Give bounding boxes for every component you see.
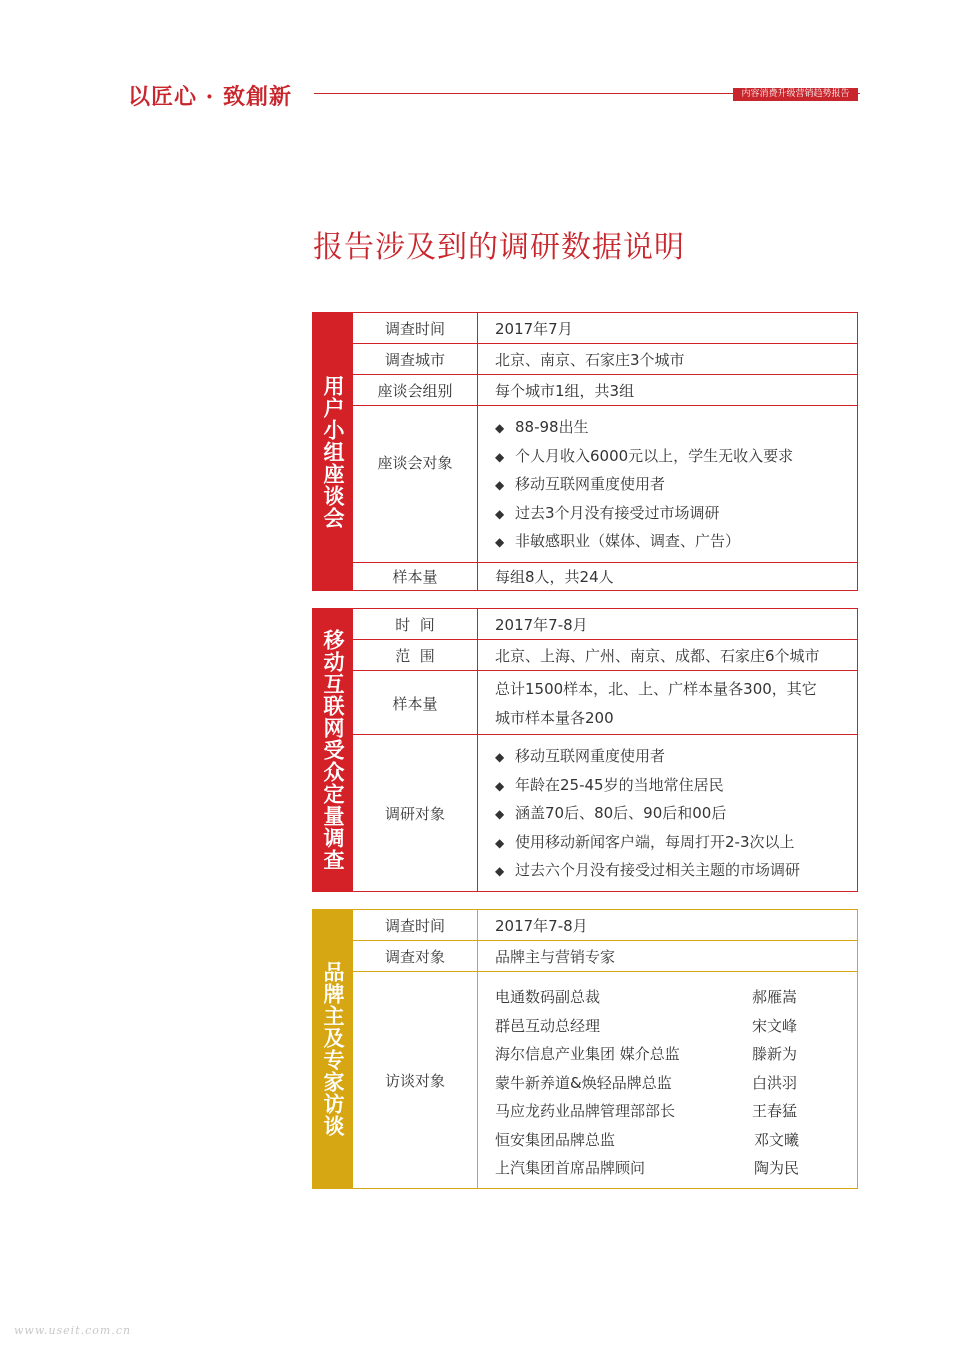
diamond-icon: ◆ xyxy=(495,750,505,764)
row-value: 2017年7-8月 xyxy=(495,917,588,935)
row-value: 2017年7-8月 xyxy=(495,616,588,634)
row-value: 北京、南京、石家庄3个城市 xyxy=(495,351,685,369)
diamond-icon: ◆ xyxy=(495,864,505,878)
diamond-icon: ◆ xyxy=(495,807,505,821)
interviewee-title: 蒙牛新养道&焕轻品牌总监 xyxy=(495,1073,672,1092)
list-item: ◆ 非敏感职业（媒体、调查、广告） xyxy=(495,527,857,556)
interviewee-title: 上汽集团首席品牌顾问 xyxy=(495,1159,646,1177)
section-label: 移动互联网受众定量调查 xyxy=(312,608,353,892)
diamond-icon: ◆ xyxy=(495,535,505,549)
row-value xyxy=(478,406,857,563)
watermark: www.useit.com.cn xyxy=(14,1324,132,1337)
bullet-list xyxy=(495,406,857,556)
interviewee-name: 滕新为 xyxy=(752,1045,798,1063)
interviewee-name: 郝雁嵩 xyxy=(752,988,798,1006)
interviewee-name: 邓文曦 xyxy=(754,1130,800,1149)
list-item: ◆ 移动互联网重度使用者 xyxy=(495,470,857,499)
table-row xyxy=(353,910,857,941)
row-value: 每个城市1组，共3组 xyxy=(495,382,635,400)
list-item xyxy=(495,1069,857,1098)
interviewee-name: 王春猛 xyxy=(752,1102,798,1120)
list-item: ◆ 使用移动新闻客户端，每周打开2-3次以上 xyxy=(495,828,857,857)
diamond-icon: ◆ xyxy=(495,835,505,850)
list-item: ◆ 88-98出生 xyxy=(495,413,857,442)
list-item xyxy=(495,1012,857,1041)
row-label: 调查城市 xyxy=(353,344,478,375)
diamond-icon: ◆ xyxy=(495,449,505,464)
row-label: 调研对象 xyxy=(353,735,478,891)
list-item xyxy=(495,1154,857,1183)
table-row xyxy=(353,313,857,344)
interviewee-title: 群邑互动总经理 xyxy=(495,1016,601,1035)
row-label: 座谈会组别 xyxy=(353,375,478,406)
info-table xyxy=(353,608,858,892)
row-label: 样本量 xyxy=(353,671,478,735)
list-item: ◆ 年龄在25-45岁的当地常住居民 xyxy=(495,771,857,800)
bullet-list xyxy=(495,735,857,885)
interviewee-name: 白洪羽 xyxy=(752,1073,798,1092)
list-item: ◆ 过去3个月没有接受过市场调研 xyxy=(495,499,857,528)
info-table xyxy=(353,909,858,1189)
table-row xyxy=(353,405,857,563)
row-label: 范 围 xyxy=(353,640,478,671)
table-row xyxy=(353,734,857,891)
list-item xyxy=(495,983,857,1012)
row-label: 调查对象 xyxy=(353,941,478,972)
row-label: 调查时间 xyxy=(353,313,478,344)
page-title: 报告涉及到的调研数据说明 xyxy=(313,230,685,265)
table-row xyxy=(353,971,857,1188)
interviewee-title: 马应龙药业品牌管理部部长 xyxy=(495,1102,676,1120)
value-line: 总计1500样本，北、上、广样本量各300，其它 xyxy=(495,680,817,698)
section-label: 用户小组座谈会 xyxy=(312,312,353,591)
row-value xyxy=(478,735,857,891)
row-value: 品牌主与营销专家 xyxy=(495,948,616,966)
interviewee-title: 恒安集团品牌总监 xyxy=(495,1130,616,1149)
list-item: ◆ 移动互联网重度使用者 xyxy=(495,742,857,771)
diamond-icon: ◆ xyxy=(495,478,505,492)
interviewee-title: 电通数码副总裁 xyxy=(495,988,601,1006)
diamond-icon: ◆ xyxy=(495,778,505,793)
row-label: 座谈会对象 xyxy=(353,406,478,563)
row-label: 时 间 xyxy=(353,609,478,640)
row-value: 每组8人，共24人 xyxy=(495,568,614,586)
list-item: ◆ 过去六个月没有接受过相关主题的市场调研 xyxy=(495,856,857,885)
row-label: 样本量 xyxy=(353,563,478,590)
row-value: 2017年7月 xyxy=(495,320,573,338)
row-value xyxy=(478,671,857,735)
diamond-icon: ◆ xyxy=(495,421,505,435)
section-brand-expert-interviews xyxy=(312,909,858,1189)
interviewee-name: 宋文峰 xyxy=(752,1016,798,1035)
row-value xyxy=(478,972,857,1188)
table-row xyxy=(353,562,857,590)
section-label: 品牌主及专家访谈 xyxy=(312,909,353,1189)
row-value: 北京、上海、广州、南京、成都、石家庄6个城市 xyxy=(495,647,820,665)
diamond-icon: ◆ xyxy=(495,506,505,521)
table-row xyxy=(353,639,857,671)
row-label: 调查时间 xyxy=(353,910,478,941)
table-row xyxy=(353,343,857,375)
report-tag: 内容消费升级营销趋势报告 xyxy=(733,88,858,101)
table-row xyxy=(353,374,857,406)
list-item xyxy=(495,1126,857,1155)
info-table xyxy=(353,312,858,591)
section-user-focus-group xyxy=(312,312,858,591)
section-quantitative-survey xyxy=(312,608,858,892)
list-item: ◆ 个人月收入6000元以上，学生无收入要求 xyxy=(495,442,857,471)
table-row xyxy=(353,670,857,735)
interviewee-name: 陶为民 xyxy=(754,1159,800,1177)
list-item xyxy=(495,1097,857,1126)
row-label: 访谈对象 xyxy=(353,972,478,1188)
list-item xyxy=(495,1040,857,1069)
table-row xyxy=(353,609,857,640)
interviewee-title: 海尔信息产业集团 媒介总监 xyxy=(495,1045,680,1063)
list-item: ◆ 涵盖70后、80后、90后和00后 xyxy=(495,799,857,828)
brand-slogan: 以匠心 · 致創新 xyxy=(128,84,292,110)
interviewee-list xyxy=(495,972,857,1183)
value-line: 城市样本量各200 xyxy=(495,709,614,727)
table-row xyxy=(353,940,857,972)
